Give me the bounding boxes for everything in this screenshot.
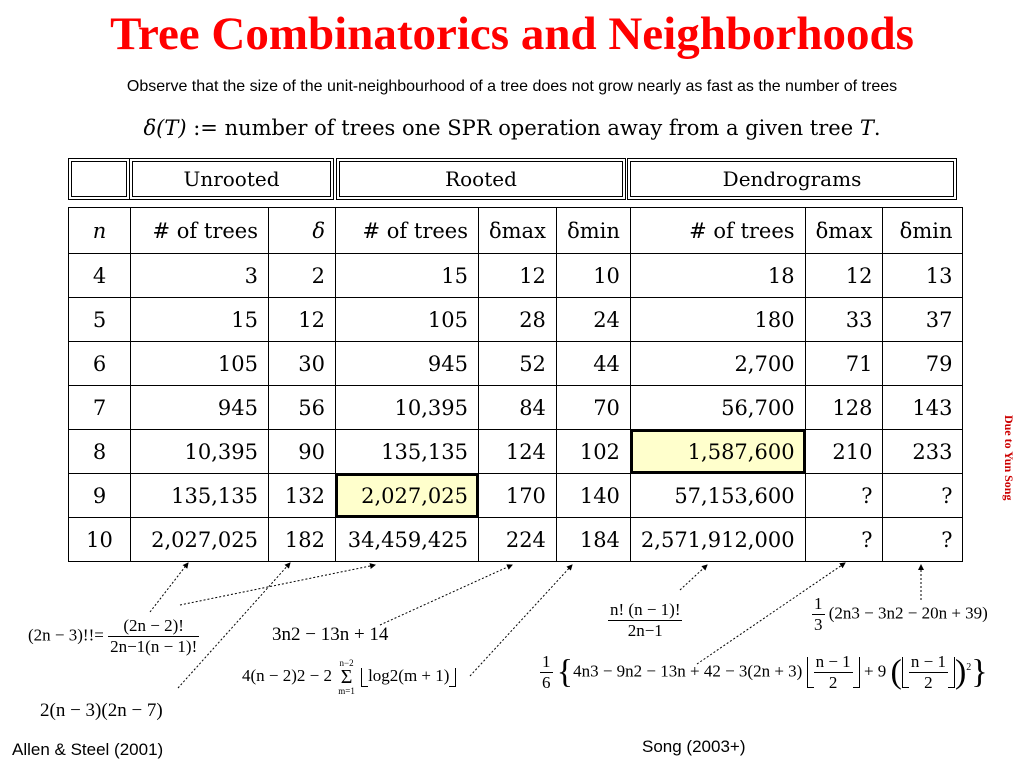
formula-rm-prefix: 4(n − 2)2 − 2 <box>242 665 332 685</box>
formula-dmax-body: 4n3 − 9n2 − 13n + 42 − 3(2n + 3) <box>573 661 803 681</box>
definition-text: number of trees one SPR operation away from a given tree <box>224 116 854 140</box>
table-cell: 15 <box>336 254 479 298</box>
table-cell: 945 <box>336 342 479 386</box>
table-cell: 945 <box>131 386 269 430</box>
formula-df-den: 2n−1(n − 1)! <box>110 637 198 656</box>
summation-sign: Σ <box>340 666 353 688</box>
table-cell: 57,153,600 <box>630 474 805 518</box>
side-credit: Due to Yun Song <box>1002 414 1016 501</box>
header-dendro-delta-min: δmin <box>883 208 963 254</box>
formula-unrooted-delta: 2(n − 3)(2n − 7) <box>40 700 163 721</box>
table-cell: 180 <box>630 298 805 342</box>
table-cell: 2,027,025 <box>336 474 479 518</box>
definition-var: T <box>859 116 874 140</box>
header-rooted-delta-max: δmax <box>479 208 557 254</box>
table-cell: 34,459,425 <box>336 518 479 562</box>
header-rooted-delta-min: δmin <box>556 208 630 254</box>
formula-dmax-f1-den: 2 <box>828 673 838 692</box>
table-cell: 12 <box>269 298 336 342</box>
table-cell: 1,587,600 <box>630 430 805 474</box>
table-cell: 128 <box>805 386 883 430</box>
table-cell: 140 <box>556 474 630 518</box>
table-cell: 33 <box>805 298 883 342</box>
table-cell: 52 <box>479 342 557 386</box>
table-cell: 18 <box>630 254 805 298</box>
arrow-unrooted-trees <box>150 563 188 612</box>
table-cell: 135,135 <box>131 474 269 518</box>
formula-rm-body: log2(m + 1) <box>368 665 450 685</box>
table-cell: 30 <box>269 342 336 386</box>
table-cell: ? <box>805 474 883 518</box>
formula-dmax-plus: + 9 <box>863 661 887 681</box>
table-cell: 70 <box>556 386 630 430</box>
table-cell: 10 <box>556 254 630 298</box>
header-n: n <box>69 208 131 254</box>
row-n-cell: 7 <box>69 386 131 430</box>
arrow-rooted-max <box>380 565 512 625</box>
table-cell: 90 <box>269 430 336 474</box>
table-cell: 132 <box>269 474 336 518</box>
formula-dmin-coef-num: 1 <box>814 594 823 613</box>
definition-end: . <box>873 116 881 140</box>
table-cell: 56,700 <box>630 386 805 430</box>
table-cell: 71 <box>805 342 883 386</box>
formula-dendro-max: $\frac{1}{6}$ {4n3 − 9n2 − 13n + 42 − 3(2n + 3) $\frac{n - 1}{2}$ + 9 ( $\frac{n - 1}{2}$ )$^2$} <box>542 652 988 692</box>
row-n-cell: 5 <box>69 298 131 342</box>
credit-allen-steel: Allen & Steel (2001) <box>12 740 164 759</box>
arrow-dendro-trees <box>680 565 707 590</box>
formula-dendro-count <box>608 600 682 641</box>
row-n-cell: 8 <box>69 430 131 474</box>
formula-double-factorial <box>28 616 199 657</box>
row-n-cell: 4 <box>69 254 131 298</box>
table-cell: 2,571,912,000 <box>630 518 805 562</box>
table-cell: 2 <box>269 254 336 298</box>
table-cell: 15 <box>131 298 269 342</box>
table-cell: 182 <box>269 518 336 562</box>
table-cell: 44 <box>556 342 630 386</box>
table-cell: ? <box>805 518 883 562</box>
formula-dmax-f1-num: n − 1 <box>815 652 851 671</box>
table-cell: 3 <box>131 254 269 298</box>
table-cell: 170 <box>479 474 557 518</box>
table-cell: 2,027,025 <box>131 518 269 562</box>
table-cell: 10,395 <box>336 386 479 430</box>
formula-dmax-coef-num: 1 <box>542 652 551 671</box>
formula-rm-sum-bottom: m=1 <box>338 686 355 696</box>
table-cell: 105 <box>336 298 479 342</box>
table-cell: 124 <box>479 430 557 474</box>
formula-rooted-max: 3n2 − 13n + 14 <box>272 624 389 645</box>
definition-symbol: δ(T) <box>143 116 187 140</box>
credit-song: Song (2003+) <box>642 737 746 756</box>
formula-dendro-min <box>812 594 988 635</box>
formula-dmin-body: (2n3 − 3n2 − 20n + 39) <box>828 603 988 623</box>
table-cell: 143 <box>883 386 963 430</box>
table-cell: 12 <box>479 254 557 298</box>
header-unrooted-delta: δ <box>269 208 336 254</box>
formula-dc-num: n! (n − 1)! <box>610 600 681 619</box>
table-cell: 2,700 <box>630 342 805 386</box>
formula-df-num: (2n − 2)! <box>108 616 199 637</box>
table-cell: 10,395 <box>131 430 269 474</box>
table-cell: 184 <box>556 518 630 562</box>
formula-df-lhs: (2n − 3)!!= <box>28 625 104 645</box>
table-cell: 24 <box>556 298 630 342</box>
definition-assign: := <box>193 116 218 140</box>
table-cell: 13 <box>883 254 963 298</box>
formula-dmax-coef-den: 6 <box>542 673 551 692</box>
row-n-cell: 6 <box>69 342 131 386</box>
table-cell: 210 <box>805 430 883 474</box>
formula-rm-sum-top: n−2 <box>339 658 354 668</box>
table-cell: 28 <box>479 298 557 342</box>
table-cell: 135,135 <box>336 430 479 474</box>
table-cell: 37 <box>883 298 963 342</box>
formula-rooted-min <box>242 658 456 696</box>
table-cell: 233 <box>883 430 963 474</box>
formula-dmin-coef-den: 3 <box>814 615 823 634</box>
slide-subtitle: Observe that the size of the unit-neighbourhood of a tree does not grow nearly as fast as the number of trees <box>126 78 898 95</box>
header-unrooted-trees: # of trees <box>131 208 269 254</box>
group-label-unrooted: Unrooted <box>183 167 280 191</box>
table-cell: ? <box>883 518 963 562</box>
group-label-rooted: Rooted <box>445 167 517 191</box>
row-n-cell: 9 <box>69 474 131 518</box>
arrow-rooted-trees <box>180 565 375 605</box>
table-cell: 224 <box>479 518 557 562</box>
formula-dmax-f2-num: n − 1 <box>910 652 946 671</box>
table-cell: 79 <box>883 342 963 386</box>
row-n-cell: 10 <box>69 518 131 562</box>
formula-dmax-exp: 2 <box>966 661 972 673</box>
table-cell: 84 <box>479 386 557 430</box>
table-cell: 102 <box>556 430 630 474</box>
header-rooted-trees: # of trees <box>336 208 479 254</box>
group-label-dendrograms: Dendrograms <box>722 167 862 191</box>
slide-title: Tree Combinatorics and Neighborhoods <box>110 8 914 60</box>
formula-dmax-f2-den: 2 <box>924 673 933 692</box>
table-cell: ? <box>883 474 963 518</box>
header-dendro-delta-max: δmax <box>805 208 883 254</box>
table-cell: 105 <box>131 342 269 386</box>
header-dendro-trees: # of trees <box>630 208 805 254</box>
table-cell: 12 <box>805 254 883 298</box>
formula-dc-den: 2n−1 <box>627 621 663 640</box>
table-cell: 56 <box>269 386 336 430</box>
